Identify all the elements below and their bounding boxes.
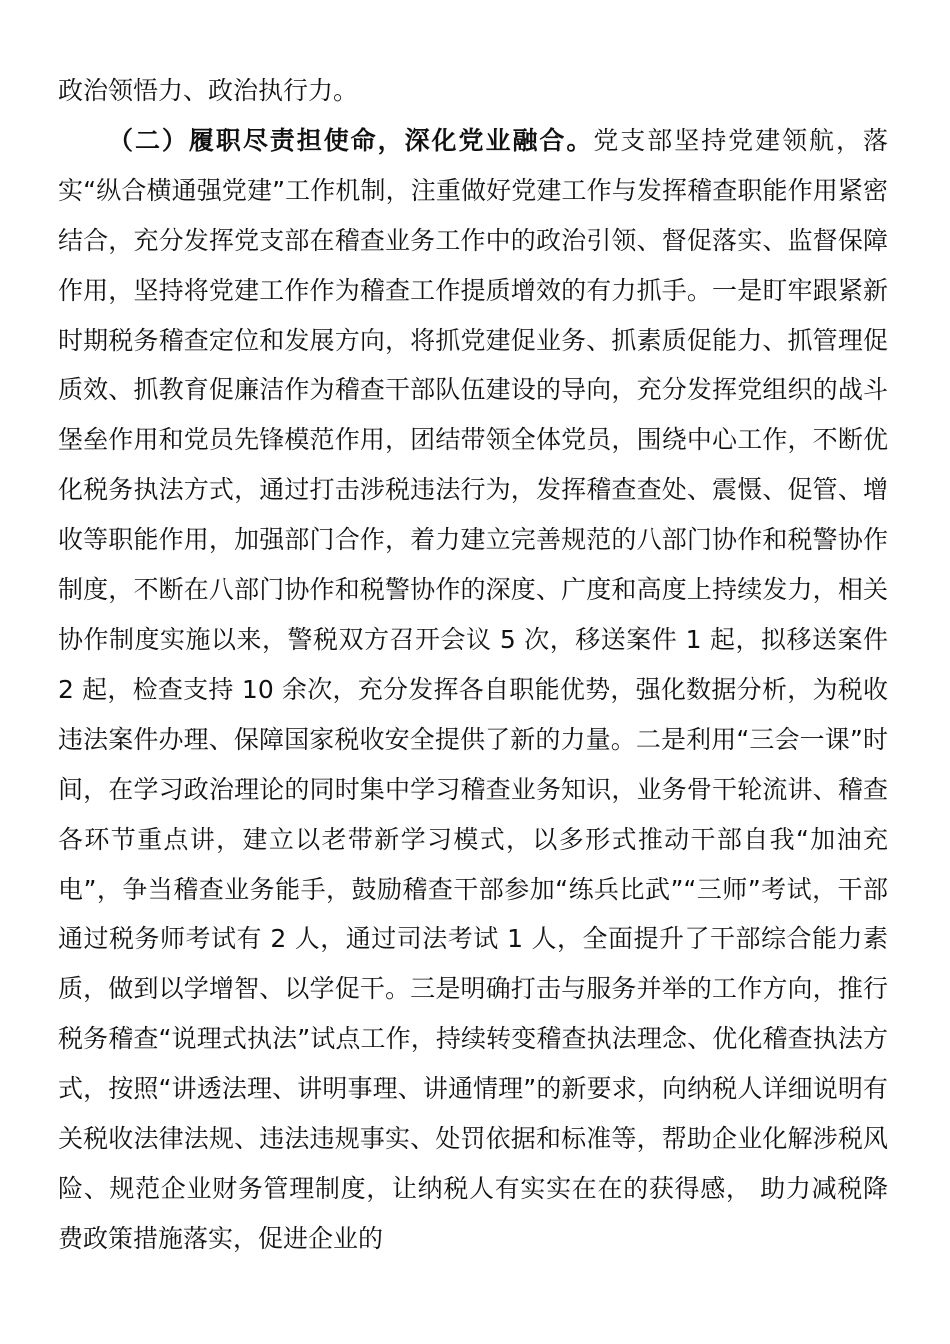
document-body [58,66,888,1264]
section-heading: （二）履职尽责担使命，深化党业融合。 [108,125,594,155]
section-body-text: 党支部坚持党建领航，落实“纵合横通强党建”工作机制，注重做好党建工作与发挥稽查职能作用紧密结合，充分发挥党支部在稽查业务工作中的政治引领、督促落实、监督保障作用，坚持将党建工作作为稽查工作提质增效的有力抓手。一是盯牢跟紧新时期税务稽查定位和发展方向，将抓党建促业务、抓素质促能力、抓管理促质效、抓教育促廉洁作为稽查干部队伍建设的导向，充分发挥党组织的战斗堡垒作用和党员先锋模范作用，团结带领全体党员，围绕中心工作，不断优化税务执法方式，通过打击涉税违法行为，发挥稽查查处、震慑、促管、增收等职能作用，加强部门合作，着力建立完善规范的八部门协作和税警协作制度，不断在八部门协作和税警协作的深度、广度和高度上持续发力，相关协作制度实施以来，警税双方召开会议 5 次，移送案件 1 起，拟移送案件 2 起，检查支持 10 余次，充分发挥各自职能优势，强化数据分析，为税收违法案件办理、保障国家税收安全提供了新的力量。二是利用“三会一课”时间，在学习政治理论的同时集中学习稽查业务知识，业务骨干轮流讲、稽查各环节重点讲，建立以老带新学习模式，以多形式推动干部自我“加油充电”，争当稽查业务能手，鼓励稽查干部参加“练兵比武”“三师”考试，干部通过税务师考试有 2 人，通过司法考试 1 人，全面提升了干部综合能力素质，做到以学增智、以学促干。三是明确打击与服务并举的工作方向，推行税务稽查“说理式执法”试点工作，持续转变稽查执法理念、优化稽查执法方式，按照“讲透法理、讲明事理、讲通情理”的新要求，向纳税人详细说明有关税收法律法规、违法违规事实、处罚依据和标准等，帮助企业化解涉税风险、规范企业财务管理制度，让纳税人有实实在在的获得感， 助力减税降费政策措施落实，促进企业的 [58,125,888,1253]
section-paragraph [58,116,888,1264]
continuation-paragraph: 政治领悟力、政治执行力。 [58,76,359,105]
